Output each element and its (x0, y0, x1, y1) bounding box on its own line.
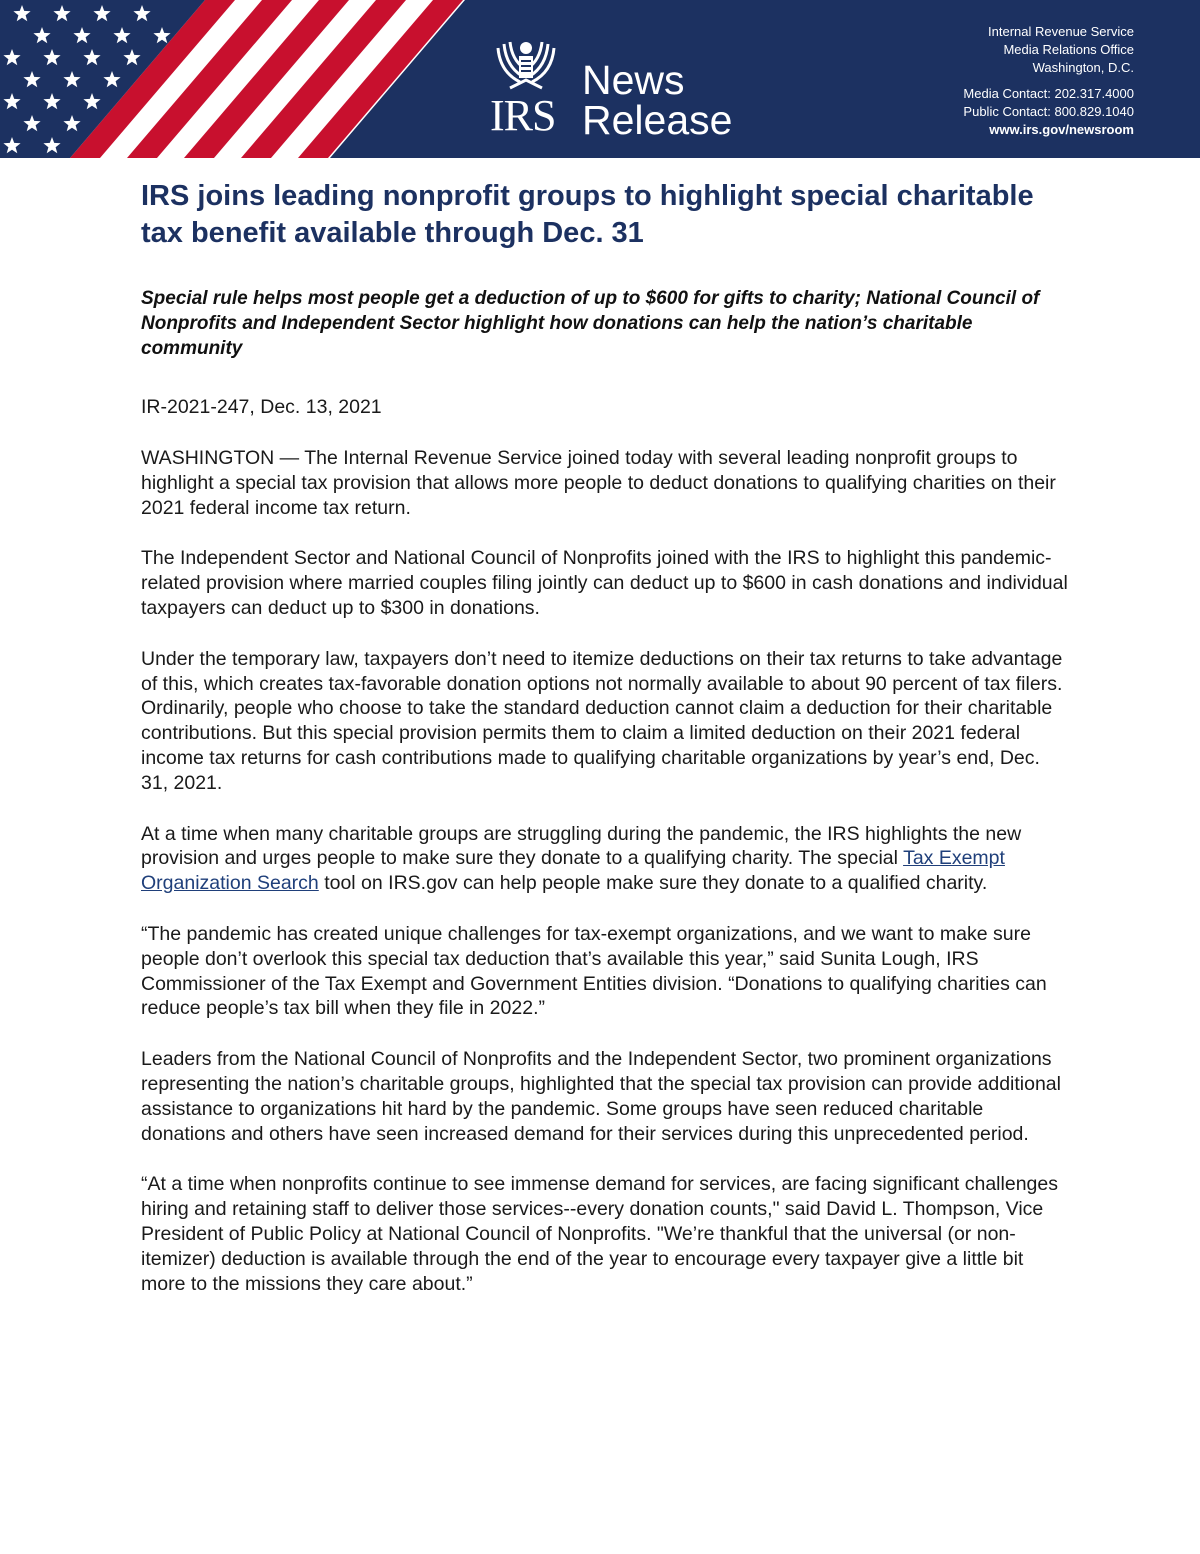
logo-news-text: News (582, 57, 685, 103)
paragraph-5: “The pandemic has created unique challenges for tax-exempt organizations, and we want to make sure people don’t overlook this special tax deduction that’s available this year,” said Sunita Lough, IRS Commissioner of the Tax Exempt and Government Entities division. “Donations to qualifying charities can reduce people’s tax bill when they file in 2022.” (141, 922, 1047, 1020)
paragraph-6: Leaders from the National Council of Nonprofits and the Independent Sector, two prominent organizations representing the nation’s charitable groups, highlighted that the special tax provision can provide additional assistance to organizations hit hard by the pandemic. Some groups have seen reduced charitable donations and others have seen increased demand for their services during this unprecedented period. (141, 1048, 1061, 1145)
contact-city: Washington, D.C. (1032, 60, 1134, 75)
paragraph-4 (141, 822, 1071, 896)
logo-release-text: Release (582, 97, 733, 143)
paragraph-4-text-after: tool on IRS.gov can help people make sure they donate to a qualified charity. (318, 872, 988, 895)
article-subtitle: Special rule helps most people get a deduction of up to $600 for gifts to charity; National Council of Nonprofits and Independent Sector highlight how donations can help the nation’s charitable community (141, 288, 1040, 359)
paragraph-3: Under the temporary law, taxpayers don’t need to itemize deductions on their tax returns to take advantage of this, which creates tax-favorable donation options not normally available to about 90 percent of tax filers. Ordinarily, people who choose to take the standard deduction cannot claim a deduction for their charitable contributions. But this special provision permits them to claim a limited deduction on their 2021 federal income tax returns for cash contributions made to qualifying charitable organizations by year’s end, Dec. 31, 2021. (141, 647, 1063, 794)
flag-graphic (0, 0, 470, 158)
release-id: IR-2021-247, Dec. 13, 2021 (141, 396, 382, 418)
contact-org: Internal Revenue Service (988, 24, 1134, 39)
media-contact: Media Contact: 202.317.4000 (963, 86, 1134, 101)
paragraph-4-text-before: At a time when many charitable groups are struggling during the pandemic, the IRS highlights the new provision and urges people to make sure they donate to a qualifying charity. The special (141, 822, 1022, 870)
eagle-seal-icon (490, 38, 562, 96)
tax-exempt-search-link[interactable]: Tax Exempt Organization Search (141, 847, 1005, 895)
public-contact: Public Contact: 800.829.1040 (963, 104, 1134, 119)
contact-block (963, 23, 1134, 139)
paragraph-1: WASHINGTON — The Internal Revenue Service joined today with several leading nonprofit groups to highlight a special tax provision that allows more people to deduct donations to qualifying charities on their 2021 federal income tax return. (141, 447, 1056, 519)
contact-office: Media Relations Office (1003, 42, 1134, 57)
newsroom-link[interactable]: www.irs.gov/newsroom (989, 122, 1134, 137)
article-title: IRS joins leading nonprofit groups to highlight special charitable tax benefit available through Dec. 31 (141, 180, 1034, 249)
logo-irs-text: IRS (490, 91, 556, 140)
paragraph-7: “At a time when nonprofits continue to see immense demand for services, are facing significant challenges hiring and retaining staff to deliver those services--every donation counts," said David L. Thompson, Vice President of Public Policy at National Council of Nonprofits. "We’re thankful that the universal (or non-itemizer) deduction is available through the end of the year to encourage every taxpayer give a little bit more to the missions they care about.” (141, 1173, 1058, 1295)
news-release-banner (0, 0, 1200, 158)
paragraph-2: The Independent Sector and National Council of Nonprofits joined with the IRS to highlight this pandemic-related provision where married couples filing jointly can deduct up to $600 in cash donations and individual taxpayers can deduct up to $300 in donations. (141, 547, 1068, 619)
article-body (141, 178, 1071, 1296)
